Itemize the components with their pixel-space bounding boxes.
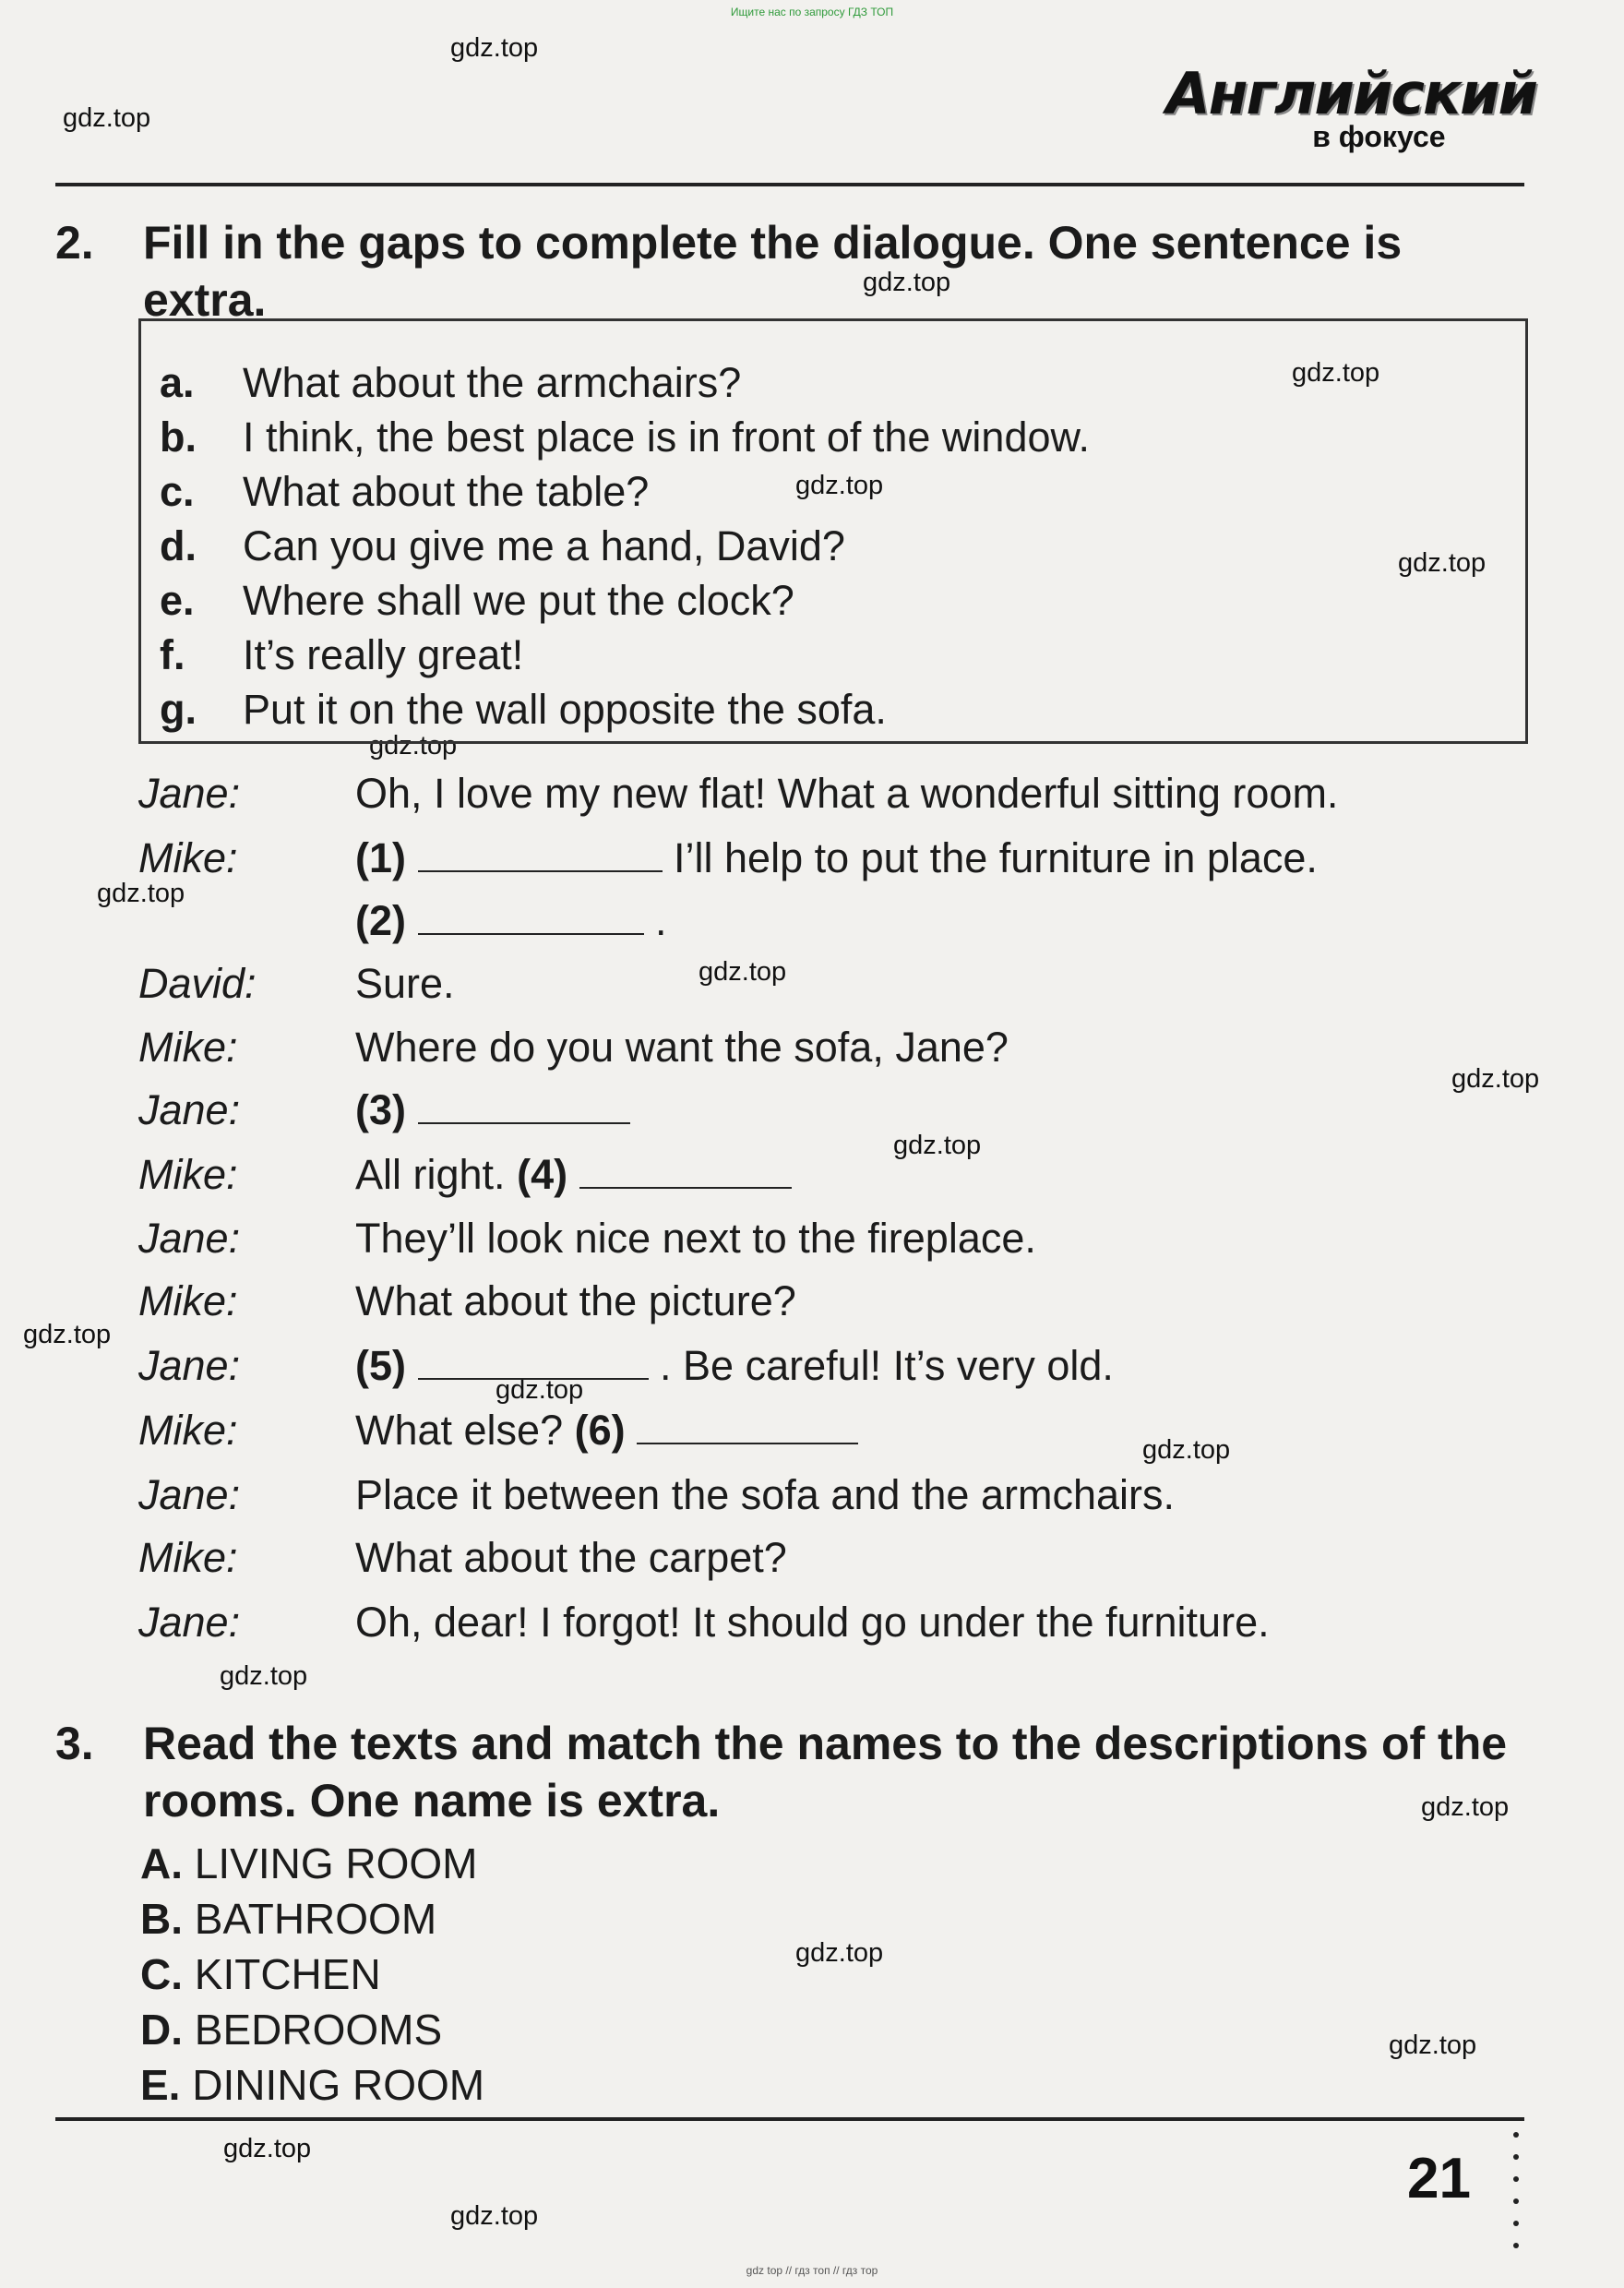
task-3-instruction: Read the texts and match the names to the descriptions of the rooms. One name is extra.: [143, 1718, 1508, 1827]
task-2-instruction: Fill in the gaps to complete the dialogue. One sentence is extra.: [143, 217, 1403, 326]
watermark: gdz.top: [863, 268, 951, 297]
bottom-note: gdz top // гдз топ // гдз тор: [746, 2264, 878, 2277]
watermark: gdz.top: [795, 471, 884, 500]
option-g: g. Put it on the wall opposite the sofa.: [160, 686, 887, 733]
option-c: c. What about the table?: [160, 468, 650, 515]
answer-gap-5[interactable]: [418, 1341, 649, 1380]
option-f: f. It’s really great!: [160, 631, 524, 678]
watermark: gdz.top: [1451, 1064, 1540, 1094]
watermark: gdz.top: [496, 1375, 584, 1405]
watermark: gdz.top: [795, 1938, 884, 1968]
book-logo: [1165, 60, 1536, 153]
task-2-heading: [55, 214, 1532, 334]
footer-rule: [55, 2117, 1524, 2121]
watermark: gdz.top: [450, 33, 539, 63]
watermark: gdz.top: [223, 2134, 312, 2163]
option-e: e. Where shall we put the clock?: [160, 577, 794, 624]
watermark: gdz.top: [1389, 2030, 1477, 2060]
header-rule: [55, 183, 1524, 186]
watermark: gdz.top: [699, 957, 787, 987]
watermark: gdz.top: [23, 1320, 112, 1349]
watermark: gdz.top: [450, 2201, 539, 2231]
answer-gap-2[interactable]: [418, 896, 644, 935]
watermark: gdz.top: [220, 1661, 308, 1691]
watermark: gdz.top: [1398, 548, 1487, 578]
watermark: gdz.top: [1292, 358, 1380, 388]
watermark: gdz.top: [1142, 1435, 1231, 1465]
answer-gap-4[interactable]: [579, 1150, 792, 1189]
watermark: gdz.top: [893, 1131, 982, 1160]
room-choice-a: A. LIVING ROOM: [140, 1839, 478, 1887]
option-b: b. I think, the best place is in front of the window.: [160, 413, 1091, 461]
watermark: gdz.top: [1421, 1792, 1510, 1822]
room-choice-d: D. BEDROOMS: [140, 2006, 443, 2054]
room-choice-c: C. KITCHEN: [140, 1950, 381, 1998]
room-choice-e: E. DINING ROOM: [140, 2061, 485, 2109]
answer-gap-1[interactable]: [418, 833, 663, 872]
logo-subtitle: в фокусе: [1312, 120, 1446, 153]
margin-dots: [1513, 2132, 1519, 2265]
options-box: [138, 318, 1528, 744]
option-d: d. Can you give me a hand, David?: [160, 522, 845, 569]
answer-gap-6[interactable]: [637, 1406, 858, 1444]
watermark: gdz.top: [369, 731, 458, 761]
top-note: Ищите нас по запросу ГДЗ ТОП: [730, 6, 894, 18]
answer-gap-3[interactable]: [418, 1085, 630, 1124]
logo-title: Английский: [1165, 60, 1536, 127]
page-number: 21: [1407, 2147, 1471, 2210]
watermark: gdz.top: [63, 103, 151, 133]
dialogue: Jane: Oh, I love my new flat! What a wonderful sitting room. Mike: (1) I’ll help to put the furniture in place. (2) . David: Sure. Mike: Where do you want the sofa, Jane? Jane: (3) Mike: All right. (4) Jane: They’ll look nice next to the fireplace. Mike: What about the picture? Jane: (5) . Be careful! It’s very old. Mike: What else? (6) Jane: Place it between the sofa and the armchairs. Mike: What about the carpet? Jane: Oh, dear! I forgot! It should go under the furniture.: [138, 770, 1339, 1646]
task-2-number: 2.: [55, 217, 94, 269]
room-choice-b: B. BATHROOM: [140, 1895, 437, 1943]
task-3-number: 3.: [55, 1718, 94, 1769]
watermark: gdz.top: [97, 879, 185, 908]
option-a: a. What about the armchairs?: [160, 359, 742, 406]
task-3-heading: [55, 1715, 1532, 1835]
